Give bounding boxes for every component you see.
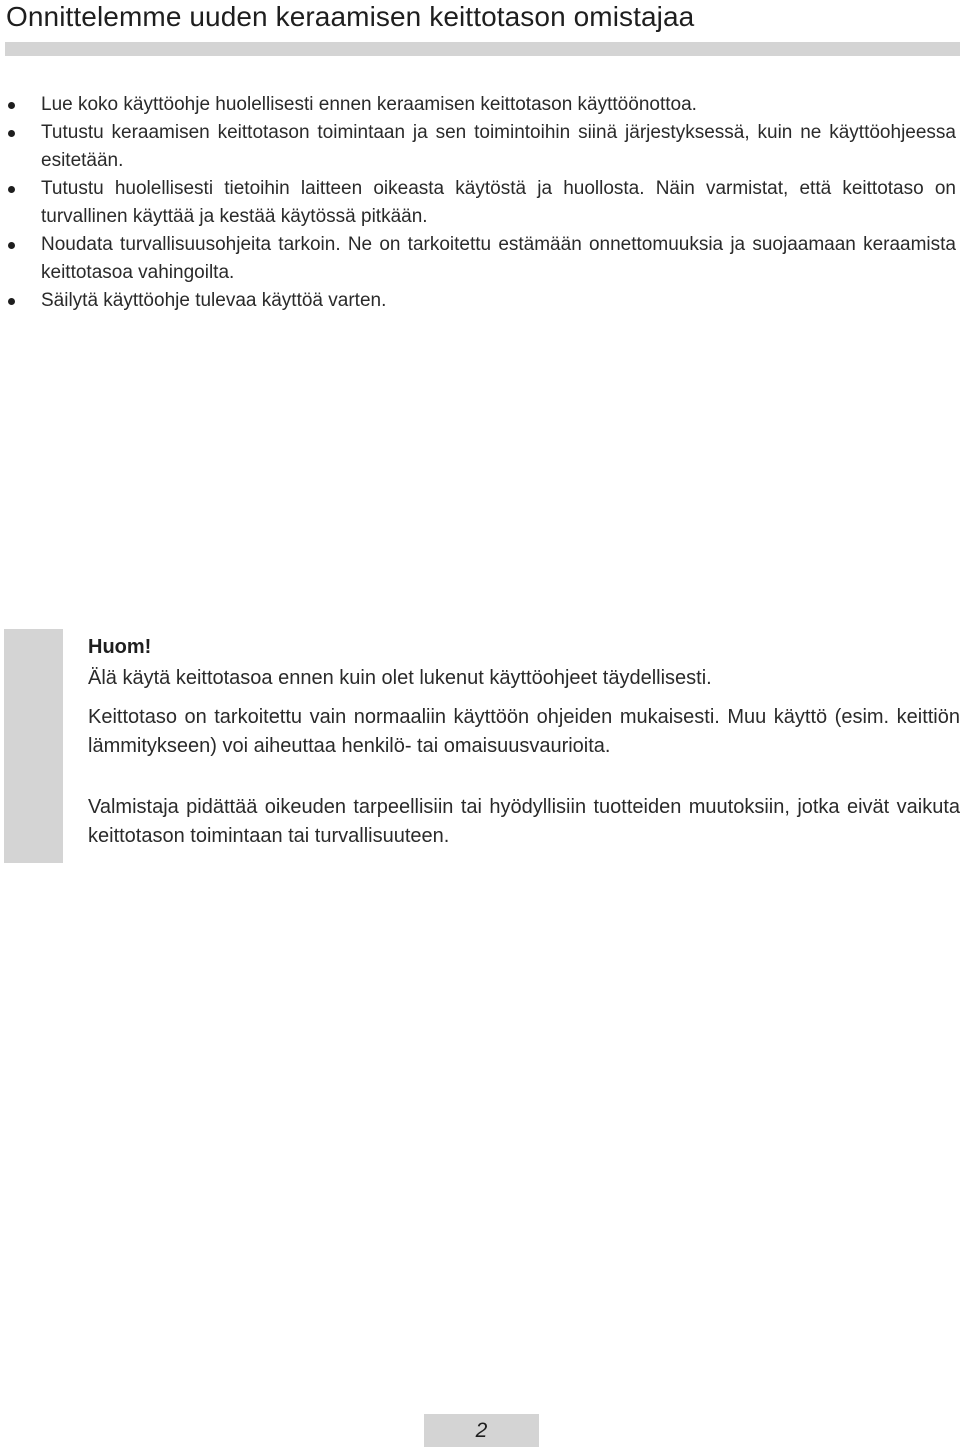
list-item-text: Lue koko käyttöohje huolellisesti ennen keraamisen keittotason käyttöönottoa.: [41, 94, 697, 115]
title-divider: [5, 42, 960, 56]
page-number: 2: [424, 1414, 539, 1447]
note-paragraph: Älä käytä keittotasoa ennen kuin olet lukenut käyttöohjeet täydellisesti.: [88, 667, 712, 689]
note-side-bar: [4, 629, 63, 863]
list-item-text: Tutustu huolellisesti tietoihin laitteen oikeasta käytöstä ja huollosta. Näin varmistat, että keittotaso on turvallinen käyttää ja kestää käytössä pitkään.: [41, 178, 956, 227]
list-item: [0, 231, 960, 287]
list-item: [0, 91, 960, 119]
bullet-icon: [8, 130, 15, 137]
note-paragraph: Valmistaja pidättää oikeuden tarpeellisiin tai hyödyllisiin tuotteiden muutoksiin, jotka eivät vaikuta keittotason toimintaan tai turvallisuuteen.: [88, 796, 960, 847]
list-item: [0, 287, 960, 315]
list-item-text: Noudata turvallisuusohjeita tarkoin. Ne on tarkoitettu estämään onnettomuuksia ja suojaamaan keraamista keittotasoa vahingoilta.: [41, 234, 956, 283]
list-item: [0, 119, 960, 175]
list-item-text: Säilytä käyttöohje tulevaa käyttöä varten.: [41, 290, 387, 311]
note-paragraph: Keittotaso on tarkoitettu vain normaaliin käyttöön ohjeiden mukaisesti. Muu käyttö (esim. keittiön lämmitykseen) voi aiheuttaa henkilö- tai omaisuusvaurioita.: [88, 706, 960, 757]
page-title: Onnittelemme uuden keraamisen keittotason omistajaa: [6, 1, 695, 32]
list-item-text: Tutustu keraamisen keittotason toimintaan ja sen toimintoihin siinä järjestyksessä, kuin ne käyttöohjeessa esitetään.: [41, 122, 956, 171]
bullet-icon: [8, 186, 15, 193]
intro-bullet-list: [0, 91, 960, 315]
bullet-icon: [8, 298, 15, 305]
list-item: [0, 175, 960, 231]
bullet-icon: [8, 102, 15, 109]
note-heading: Huom!: [88, 636, 152, 658]
note-section: [88, 633, 960, 851]
bullet-icon: [8, 242, 15, 249]
